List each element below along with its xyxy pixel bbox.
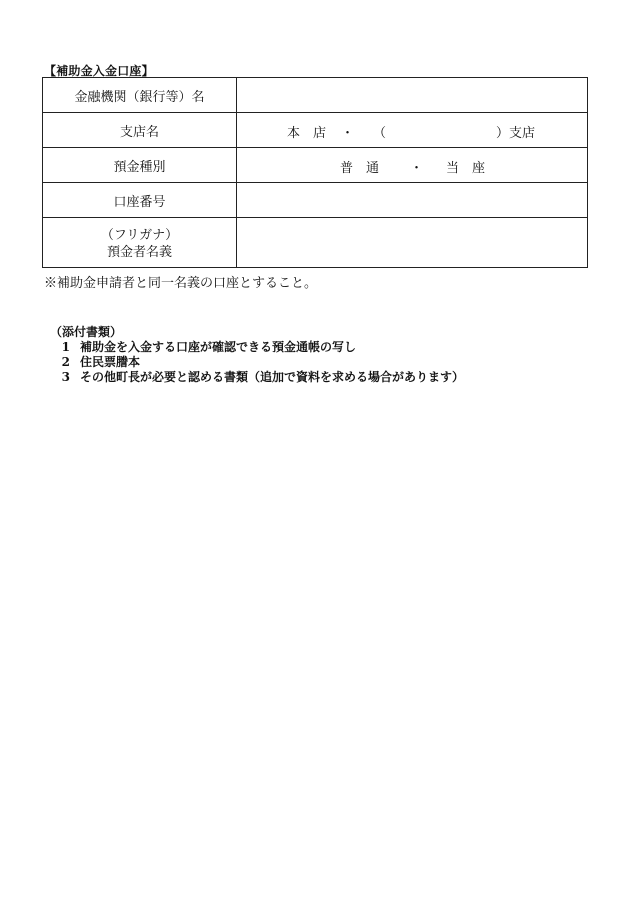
bank-name-label: 金融機関（銀行等）名 <box>43 78 237 113</box>
list-item <box>50 370 464 385</box>
bank-account-table <box>42 77 588 268</box>
item-number: 2 <box>61 355 70 369</box>
section-title: 【補助金入金口座】 <box>44 64 154 78</box>
table-row <box>43 218 588 268</box>
list-item <box>50 355 464 370</box>
item-text: 補助金を入金する口座が確認できる預金通帳の写し <box>80 340 357 354</box>
item-text: 住民票謄本 <box>80 355 141 369</box>
table-row <box>43 78 588 113</box>
account-number-field[interactable] <box>237 183 588 218</box>
bank-name-field[interactable] <box>237 78 588 113</box>
table-row <box>43 113 588 148</box>
list-item <box>50 340 464 355</box>
account-holder-label <box>43 218 237 268</box>
branch-field[interactable] <box>237 113 588 148</box>
table-row <box>43 183 588 218</box>
furigana-label: （フリガナ） <box>100 227 179 243</box>
branch-label: 支店名 <box>43 113 237 148</box>
account-type-field[interactable] <box>237 148 588 183</box>
account-type-separator: ・ <box>410 161 424 176</box>
item-number: 3 <box>61 370 70 384</box>
current-option[interactable]: 当 座 <box>446 161 486 176</box>
account-holder-field[interactable] <box>237 218 588 268</box>
account-note: ※補助金申請者と同一名義の口座とすること。 <box>44 276 318 291</box>
holder-name-label: 預金者名義 <box>106 244 172 260</box>
branch-separator: ・ <box>341 126 355 141</box>
account-type-label: 預金種別 <box>43 148 237 183</box>
branch-suffix: ）支店 <box>496 126 536 141</box>
account-number-label: 口座番号 <box>43 183 237 218</box>
item-text: その他町長が必要と認める書類（追加で資料を求める場合があります） <box>80 370 465 384</box>
table-row <box>43 148 588 183</box>
branch-open-paren: （ <box>373 126 387 141</box>
attachments-section <box>50 325 464 385</box>
attachments-title: （添付書類） <box>50 325 123 339</box>
item-number: 1 <box>61 340 70 354</box>
ordinary-option[interactable]: 普 通 <box>340 161 380 176</box>
head-office-option[interactable]: 本 店 <box>287 126 327 141</box>
